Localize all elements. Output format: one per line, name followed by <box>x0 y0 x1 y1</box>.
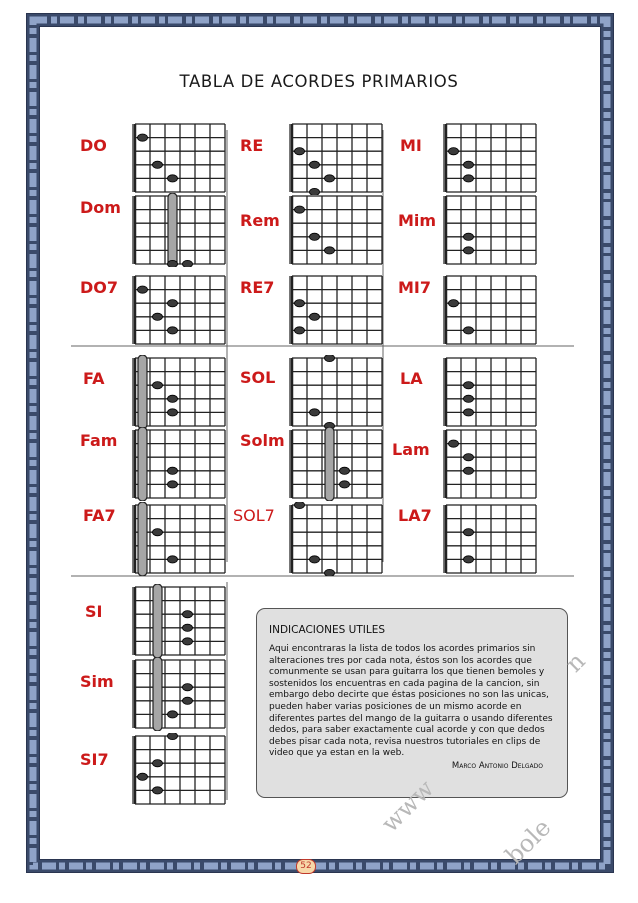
finger-dot <box>153 529 163 536</box>
barre-mark <box>138 427 147 501</box>
chord-diagram <box>443 427 539 501</box>
finger-dot <box>168 467 178 474</box>
finger-dot <box>153 787 163 794</box>
chord-diagram <box>132 355 228 429</box>
chord-label: Rem <box>240 211 280 230</box>
barre-mark <box>168 193 177 267</box>
chord-diagram <box>132 584 228 658</box>
finger-dot <box>168 260 178 267</box>
finger-dot <box>310 313 320 320</box>
finger-dot <box>168 733 178 740</box>
chord-label: Lam <box>392 440 430 459</box>
finger-dot <box>183 697 193 704</box>
chord-label: MI7 <box>398 278 432 297</box>
finger-dot <box>340 467 350 474</box>
finger-dot <box>153 382 163 389</box>
finger-dot <box>138 286 148 293</box>
barre-mark <box>138 355 147 429</box>
chord-label: MI <box>400 136 422 155</box>
chord-label: Dom <box>80 198 121 217</box>
finger-dot <box>464 529 474 536</box>
finger-dot <box>464 327 474 334</box>
barre-mark <box>153 657 162 731</box>
finger-dot <box>464 409 474 416</box>
chord-diagram <box>443 273 539 347</box>
finger-dot <box>168 327 178 334</box>
finger-dot <box>325 569 335 576</box>
finger-dot <box>138 134 148 141</box>
info-box <box>256 608 568 798</box>
finger-dot <box>464 233 474 240</box>
finger-dot <box>464 556 474 563</box>
finger-dot <box>325 175 335 182</box>
chord-label: RE <box>240 136 264 155</box>
chord-diagram <box>289 427 385 501</box>
finger-dot <box>310 556 320 563</box>
chord-diagram <box>132 733 228 807</box>
chord-diagram <box>443 121 539 195</box>
finger-dot <box>153 161 163 168</box>
finger-dot <box>325 247 335 254</box>
barre-mark <box>153 584 162 658</box>
chord-diagram <box>132 121 228 195</box>
finger-dot <box>464 175 474 182</box>
finger-dot <box>153 760 163 767</box>
chord-label: LA <box>400 369 423 388</box>
info-box-author: Marco Antonio Delgado <box>451 760 543 771</box>
finger-dot <box>168 711 178 718</box>
chord-diagram <box>132 502 228 576</box>
finger-dot <box>183 624 193 631</box>
watermark-www: www <box>376 774 440 838</box>
chord-label: FA7 <box>83 506 116 525</box>
chord-label: SI <box>85 602 103 621</box>
finger-dot <box>310 233 320 240</box>
finger-dot <box>295 206 305 213</box>
finger-dot <box>183 638 193 645</box>
finger-dot <box>168 175 178 182</box>
info-box-title: INDICACIONES UTILES <box>269 624 385 636</box>
finger-dot <box>183 611 193 618</box>
chord-diagram <box>132 273 228 347</box>
finger-dot <box>464 161 474 168</box>
chord-diagram <box>132 427 228 501</box>
barre-mark <box>138 502 147 576</box>
finger-dot <box>464 467 474 474</box>
chord-diagram <box>443 193 539 267</box>
info-box-text: Aqui encontraras la lista de todos los acordes primarios sin alteraciones tres por cada nota, éstos son los acordes que comunmente se usan para guitarra los que tienen bemoles y sostenidos los encuentras en cada pagina de la cancion, sin embargo debo decirte que éstas posiciones no son las unicas, pueden haber varias posiciones de un mismo acorde en diferentes partes del mango de la guitarra o usando diferentes dedos, para saber exactamente cual acorde y con que dedos debes pisar cada nota, revisa nuestros tutoriales en clips de video que ya estan en la web. <box>269 644 553 759</box>
finger-dot <box>340 481 350 488</box>
finger-dot <box>310 161 320 168</box>
page-title: TABLA DE ACORDES PRIMARIOS <box>179 72 459 91</box>
watermark-n: n <box>560 647 591 678</box>
chord-diagram <box>132 193 228 267</box>
finger-dot <box>168 481 178 488</box>
chord-label: SI7 <box>80 750 109 769</box>
finger-dot <box>138 773 148 780</box>
chord-label: FA <box>83 369 105 388</box>
finger-dot <box>464 454 474 461</box>
chord-diagram <box>289 273 385 347</box>
chord-diagram <box>289 355 385 429</box>
chord-label: LA7 <box>398 506 432 525</box>
finger-dot <box>449 148 459 155</box>
chord-label: Fam <box>80 431 118 450</box>
finger-dot <box>310 409 320 416</box>
barre-mark <box>325 427 334 501</box>
chord-label: DO <box>80 136 107 155</box>
watermark-bole: bole <box>500 813 557 870</box>
chord-diagram <box>289 193 385 267</box>
finger-dot <box>168 409 178 416</box>
finger-dot <box>295 327 305 334</box>
chord-label: Sim <box>80 672 114 691</box>
finger-dot <box>168 395 178 402</box>
finger-dot <box>464 395 474 402</box>
finger-dot <box>168 300 178 307</box>
finger-dot <box>464 382 474 389</box>
chord-label: SOL7 <box>233 506 275 525</box>
page-number: 52 <box>296 859 316 874</box>
chord-label: DO7 <box>80 278 119 297</box>
finger-dot <box>464 247 474 254</box>
finger-dot <box>325 355 335 362</box>
finger-dot <box>295 148 305 155</box>
finger-dot <box>168 556 178 563</box>
finger-dot <box>183 684 193 691</box>
chord-diagram <box>443 355 539 429</box>
chord-label: Solm <box>240 431 285 450</box>
finger-dot <box>295 502 305 509</box>
finger-dot <box>183 260 193 267</box>
finger-dot <box>153 313 163 320</box>
chord-diagram <box>289 121 385 195</box>
chord-diagram <box>132 657 228 731</box>
chord-label: SOL <box>240 368 276 387</box>
finger-dot <box>295 300 305 307</box>
finger-dot <box>449 300 459 307</box>
finger-dot <box>449 440 459 447</box>
chord-diagram <box>289 502 385 576</box>
chord-label: RE7 <box>240 278 275 297</box>
chord-diagram <box>443 502 539 576</box>
chord-label: Mim <box>398 211 437 230</box>
